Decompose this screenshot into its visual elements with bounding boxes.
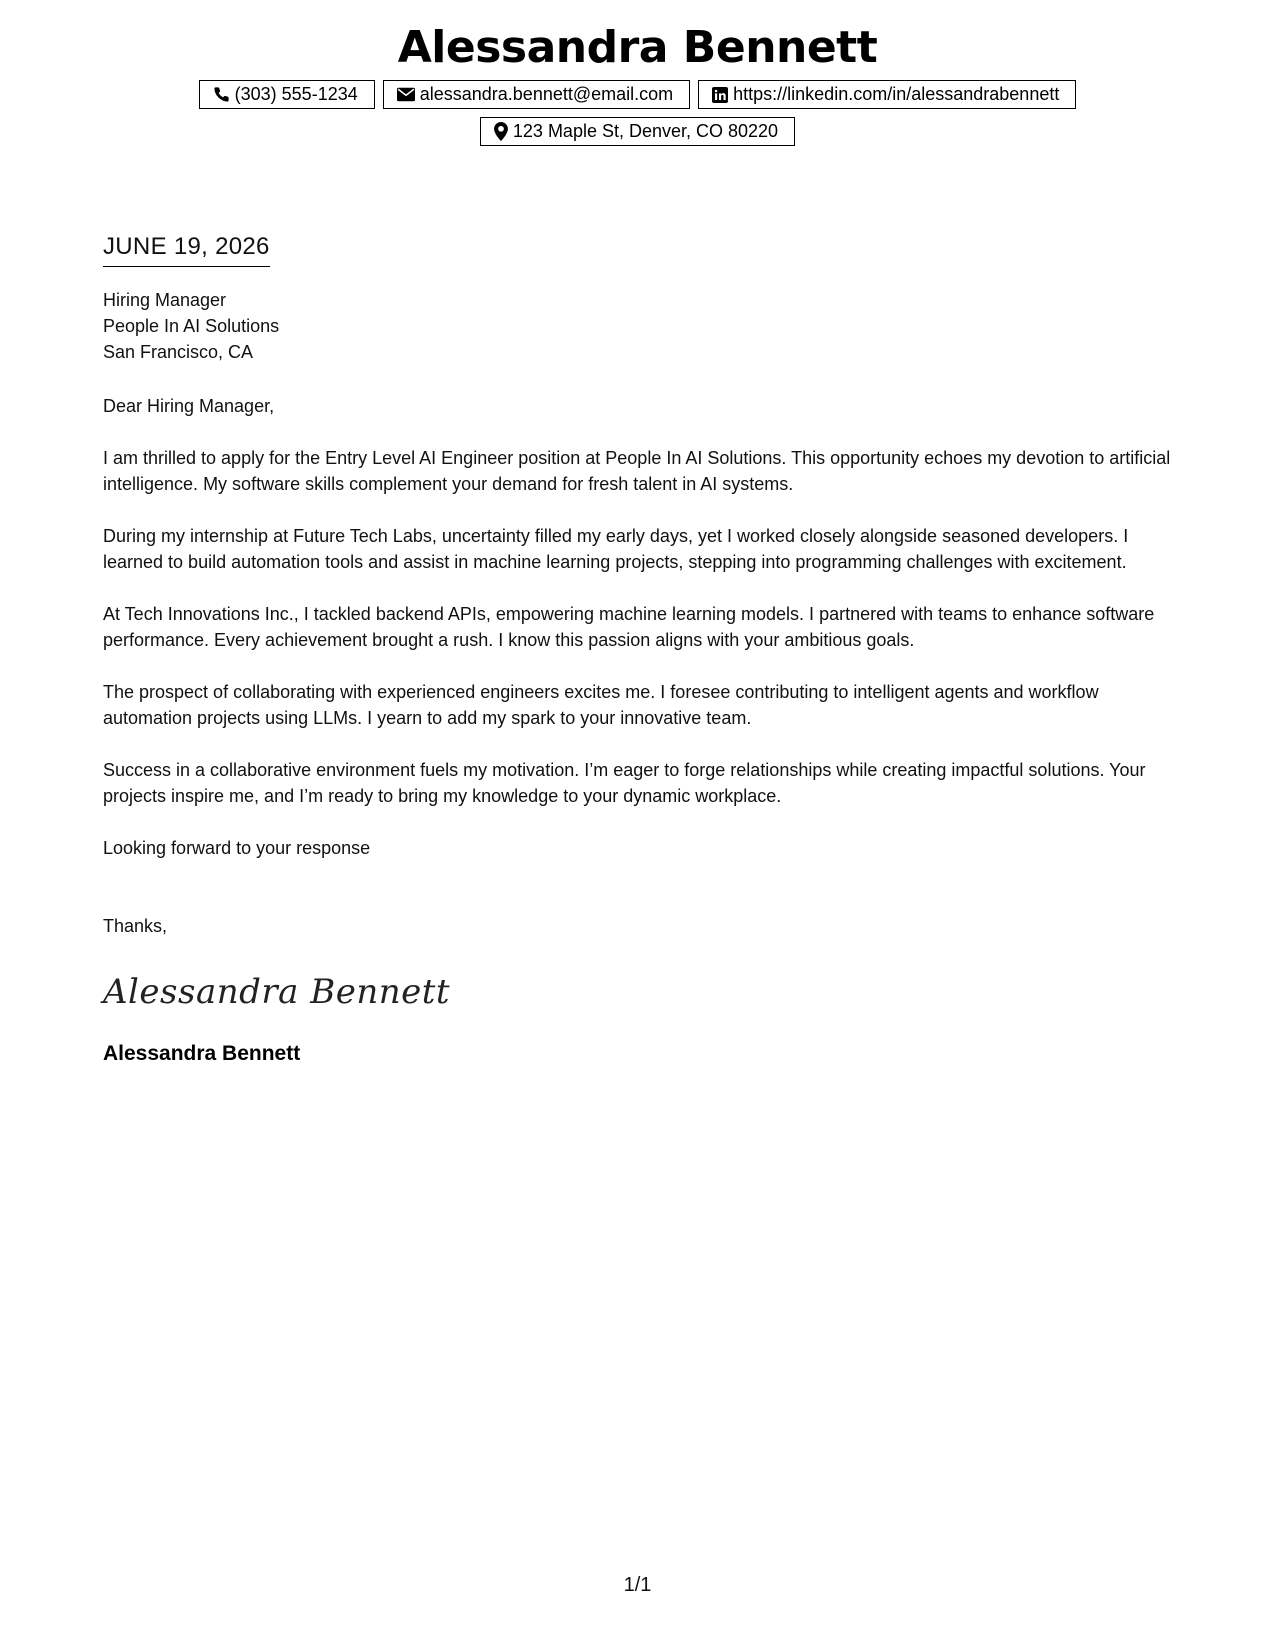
- address-row: [0, 117, 1275, 146]
- handwritten-signature: Alessandra Bennett: [103, 972, 451, 1012]
- phone-icon: [213, 86, 230, 103]
- page-number: 1/1: [623, 1574, 652, 1596]
- recipient-block: [103, 287, 1173, 365]
- letter-date: JUNE 19, 2026: [103, 230, 270, 267]
- phone-contact[interactable]: [199, 80, 375, 109]
- linkedin-text: https://linkedin.com/in/alessandrabennett: [733, 84, 1060, 104]
- paragraph-5: Success in a collaborative environment fuels my motivation. I’m eager to forge relationships while creating impactful solutions. Your projects inspire me, and I’m ready to bring my knowledge to your dynamic workplace.: [103, 760, 1146, 806]
- sign-off: Thanks,: [103, 916, 168, 936]
- recipient-company: People In AI Solutions: [103, 316, 280, 336]
- linkedin-contact[interactable]: [698, 80, 1076, 109]
- address-contact: [480, 117, 795, 146]
- paragraph-4: The prospect of collaborating with experienced engineers excites me. I foresee contributing to intelligent agents and workflow automation projects using LLMs. I yearn to add my spark to your innovative team.: [103, 682, 1099, 728]
- closing-line: Looking forward to your response: [103, 838, 371, 858]
- letter-body: [103, 230, 1173, 1069]
- address-text: 123 Maple St, Denver, CO 80220: [512, 121, 779, 141]
- paragraph-1: I am thrilled to apply for the Entry Level AI Engineer position at People In AI Solutions. This opportunity echoes my devotion to artificial intelligence. My software skills complement your demand for fresh talent in AI systems.: [103, 448, 1171, 494]
- paragraph-2: During my internship at Future Tech Labs, uncertainty filled my early days, yet I worked closely alongside seasoned developers. I learned to build automation tools and assist in machine learning projects, stepping into programming challenges with excitement.: [103, 526, 1129, 572]
- recipient-location: San Francisco, CA: [103, 342, 254, 362]
- applicant-name-heading: Alessandra Bennett: [397, 22, 878, 73]
- paragraph-3: At Tech Innovations Inc., I tackled backend APIs, empowering machine learning models. I partnered with teams to enhance software performance. Every achievement brought a rush. I know this passion aligns with your ambitious goals.: [103, 604, 1155, 650]
- salutation: Dear Hiring Manager,: [103, 396, 275, 416]
- linkedin-icon: [712, 87, 728, 103]
- contact-row: [0, 80, 1275, 109]
- email-text: alessandra.bennett@email.com: [419, 84, 674, 104]
- map-pin-icon: [494, 122, 508, 141]
- email-contact[interactable]: [383, 80, 690, 109]
- recipient-title: Hiring Manager: [103, 290, 227, 310]
- phone-text: (303) 555-1234: [234, 84, 358, 104]
- signed-name: Alessandra Bennett: [103, 1042, 301, 1065]
- envelope-icon: [397, 87, 415, 102]
